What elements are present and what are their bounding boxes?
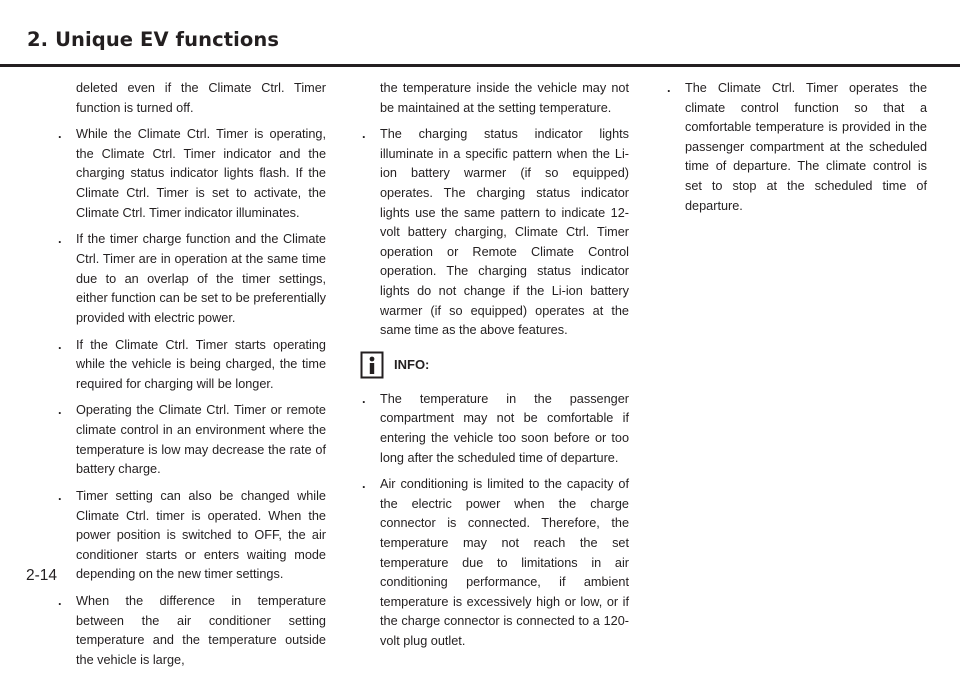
list-item [56,487,326,585]
list-item [56,336,326,395]
list-item [360,390,629,468]
list-item [360,475,629,651]
list-item [665,79,927,216]
list-item-text: The Climate Ctrl. Timer operates the climate control function so that a comfortable temperature is provided in the passenger compartment at the scheduled time of departure. The climate control is set to stop at the scheduled time of departure. [685,81,927,213]
section-title: 2. Unique EV functions [27,28,280,51]
bullet-marker: . [362,477,366,492]
list-item [56,401,326,479]
page-header [0,0,960,68]
list-item-text: The temperature in the passenger compartment may not be comfortable if entering the vehicle too soon before or too long after the scheduled time of departure. [380,391,629,465]
header-divider [0,64,960,67]
info-label: INFO: [394,356,430,372]
continued-paragraph: the temperature inside the vehicle may not be maintained at the setting temperature. [380,81,629,115]
list-item-text: If the Climate Ctrl. Timer starts operating while the vehicle is being charged, the time required for charging will be longer. [76,337,326,391]
bullet-marker: . [362,391,366,406]
bullet-marker: . [362,127,366,142]
list-item-text: Operating the Climate Ctrl. Timer or remote climate control in an environment where the temperature is low may decrease the rate of battery charge. [76,403,326,477]
list-item [56,592,326,670]
text-column-1 [56,79,326,678]
list-item-text: While the Climate Ctrl. Timer is operating, the Climate Ctrl. Timer indicator and the charging status indicator lights flash. If the Climate Ctrl. Timer is set to activate, the Climate Ctrl. Timer indicator illuminates. [76,127,326,220]
list-item-text: The charging status indicator lights illuminate in a specific pattern when the Li-ion battery warmer (if so equipped) operates. The charging status indicator lights use the same pattern to indicate 12-volt battery charging, Climate Ctrl. Timer operation or Remote Climate Control operation. The charging status indicator lights do not change if the Li-ion battery warmer (if so equipped) operates at the same time as the above features. [380,127,629,338]
list-item-text: Timer setting can also be changed while Climate Ctrl. timer is operated. When the power position is switched to OFF, the air conditioner starts or enters waiting mode depending on the new timer settings. [76,489,326,582]
text-column-3 [665,79,927,223]
list-item [56,230,326,328]
bullet-marker: . [667,81,671,95]
bullet-marker: . [58,127,62,142]
page-number: 2-14 [26,567,58,584]
bullet-marker: . [58,403,62,418]
continued-paragraph: deleted even if the Climate Ctrl. Timer function is turned off. [76,81,326,115]
list-item-text: If the timer charge function and the Climate Ctrl. Timer are in operation at the same time due to an overlap of the timer settings, either function can be set to be preferentially provided with electric power. [76,232,326,325]
info-heading [360,350,629,380]
bullet-marker: . [58,594,62,609]
list-item [360,125,629,341]
list-item [56,125,326,223]
bullet-marker: . [58,489,62,504]
bullet-marker: . [58,232,62,247]
bullet-marker: . [58,337,62,352]
list-item-text: Air conditioning is limited to the capacity of the electric power when the charge connector is connected. Therefore, the temperature may not reach the set temperature due to limitations in air conditioning performance, if ambient temperature is excessively high or low, or if the charge connector is connected to a 120-volt plug outlet. [380,477,629,649]
list-item-text: When the difference in temperature between the air conditioner setting temperature and the temperature outside the vehicle is large, [76,594,326,667]
info-icon [360,351,384,379]
text-column-2 [360,79,629,659]
